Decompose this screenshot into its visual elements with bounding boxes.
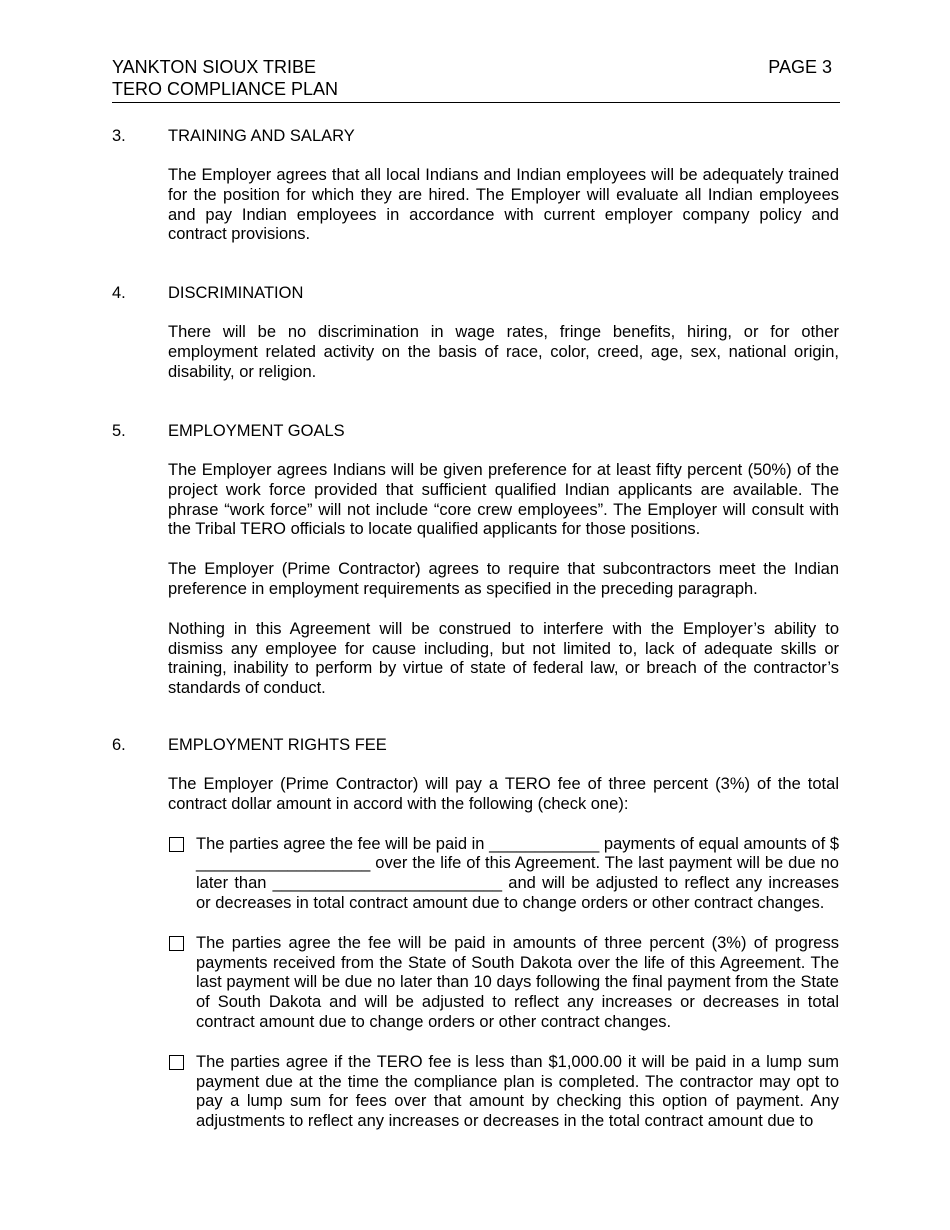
section-paragraph: The Employer (Prime Contractor) will pay a TERO fee of three percent (3%) of the total contract dollar amount in accord with the following (check one): <box>168 775 839 813</box>
section-heading <box>112 422 839 442</box>
section-number: 4. <box>112 284 126 302</box>
fee-option-installments <box>168 835 839 914</box>
section-paragraph: The Employer agrees Indians will be given preference for at least fifty percent (50%) of the project work force provided that sufficient qualified Indian applicants are available. The phrase “work force” will not include “core crew employees”. The Employer will consult with the Tribal TERO officials to locate qualified applicants for those positions. <box>168 461 839 539</box>
section-paragraph: The Employer (Prime Contractor) agrees to require that subcontractors meet the Indian preference in employment requirements as specified in the preceding paragraph. <box>168 560 839 598</box>
section-paragraph: There will be no discrimination in wage rates, fringe benefits, hiring, or for other employment related activity on the basis of race, color, creed, age, sex, national origin, disability, or religion. <box>168 323 839 381</box>
fee-option-checkbox[interactable] <box>169 1055 184 1070</box>
fee-option-lump-sum <box>168 1053 839 1132</box>
section-employment-goals <box>112 422 839 699</box>
fee-option-text: The parties agree the fee will be paid in ____________ payments of equal amounts of $ ___________________ over the life of this Agreement. The last payment will be due no later than _________________________ and will be adjusted to reflect any increases or decreases in total contract amount due to change orders or other contract changes. <box>196 834 839 912</box>
fee-option-text: The parties agree the fee will be paid in amounts of three percent (3%) of progress payments received from the State of South Dakota over the life of this Agreement. The last payment will be due no later than 10 days following the final payment from the State of South Dakota and will be adjusted to reflect any increases or decreases in total contract amount due to change orders or other contract changes. <box>196 933 839 1031</box>
fee-option-checkbox[interactable] <box>169 936 184 951</box>
section-number: 3. <box>112 127 126 145</box>
section-employment-rights-fee <box>112 736 839 1132</box>
section-number: 6. <box>112 736 126 754</box>
section-paragraph: Nothing in this Agreement will be construed to interfere with the Employer’s ability to dismiss any employee for cause including, but not limited to, lack of adequate skills or training, inability to perform by virtue of state of federal law, or breach of the contractor’s standards of conduct. <box>168 619 839 698</box>
page-header <box>112 56 840 103</box>
header-doc-title: TERO COMPLIANCE PLAN <box>112 79 339 99</box>
section-discrimination <box>112 284 839 382</box>
section-heading <box>112 127 839 147</box>
section-training-and-salary <box>112 127 839 245</box>
header-page-number: PAGE 3 <box>768 57 832 77</box>
section-title: DISCRIMINATION <box>168 284 304 302</box>
header-org: YANKTON SIOUX TRIBE <box>112 57 317 77</box>
section-title: EMPLOYMENT RIGHTS FEE <box>168 736 387 754</box>
section-number: 5. <box>112 422 126 440</box>
section-title: TRAINING AND SALARY <box>168 127 355 145</box>
fee-option-text: The parties agree if the TERO fee is less than $1,000.00 it will be paid in a lump sum payment due at the time the compliance plan is completed. The contractor may opt to pay a lump sum for fees over that amount by checking this option of payment. Any adjustments to reflect any increases or decreases in the total contract amount due to <box>196 1052 839 1131</box>
section-paragraph: The Employer agrees that all local Indians and Indian employees will be adequately trained for the position for which they are hired. The Employer will evaluate all Indian employees and pay Indian employees in accordance with current employer company policy and contract provisions. <box>168 166 839 244</box>
section-title: EMPLOYMENT GOALS <box>168 422 345 440</box>
fee-option-progress-payments <box>168 934 839 1033</box>
section-heading <box>112 284 839 304</box>
fee-option-checkbox[interactable] <box>169 837 184 852</box>
section-heading <box>112 736 839 756</box>
